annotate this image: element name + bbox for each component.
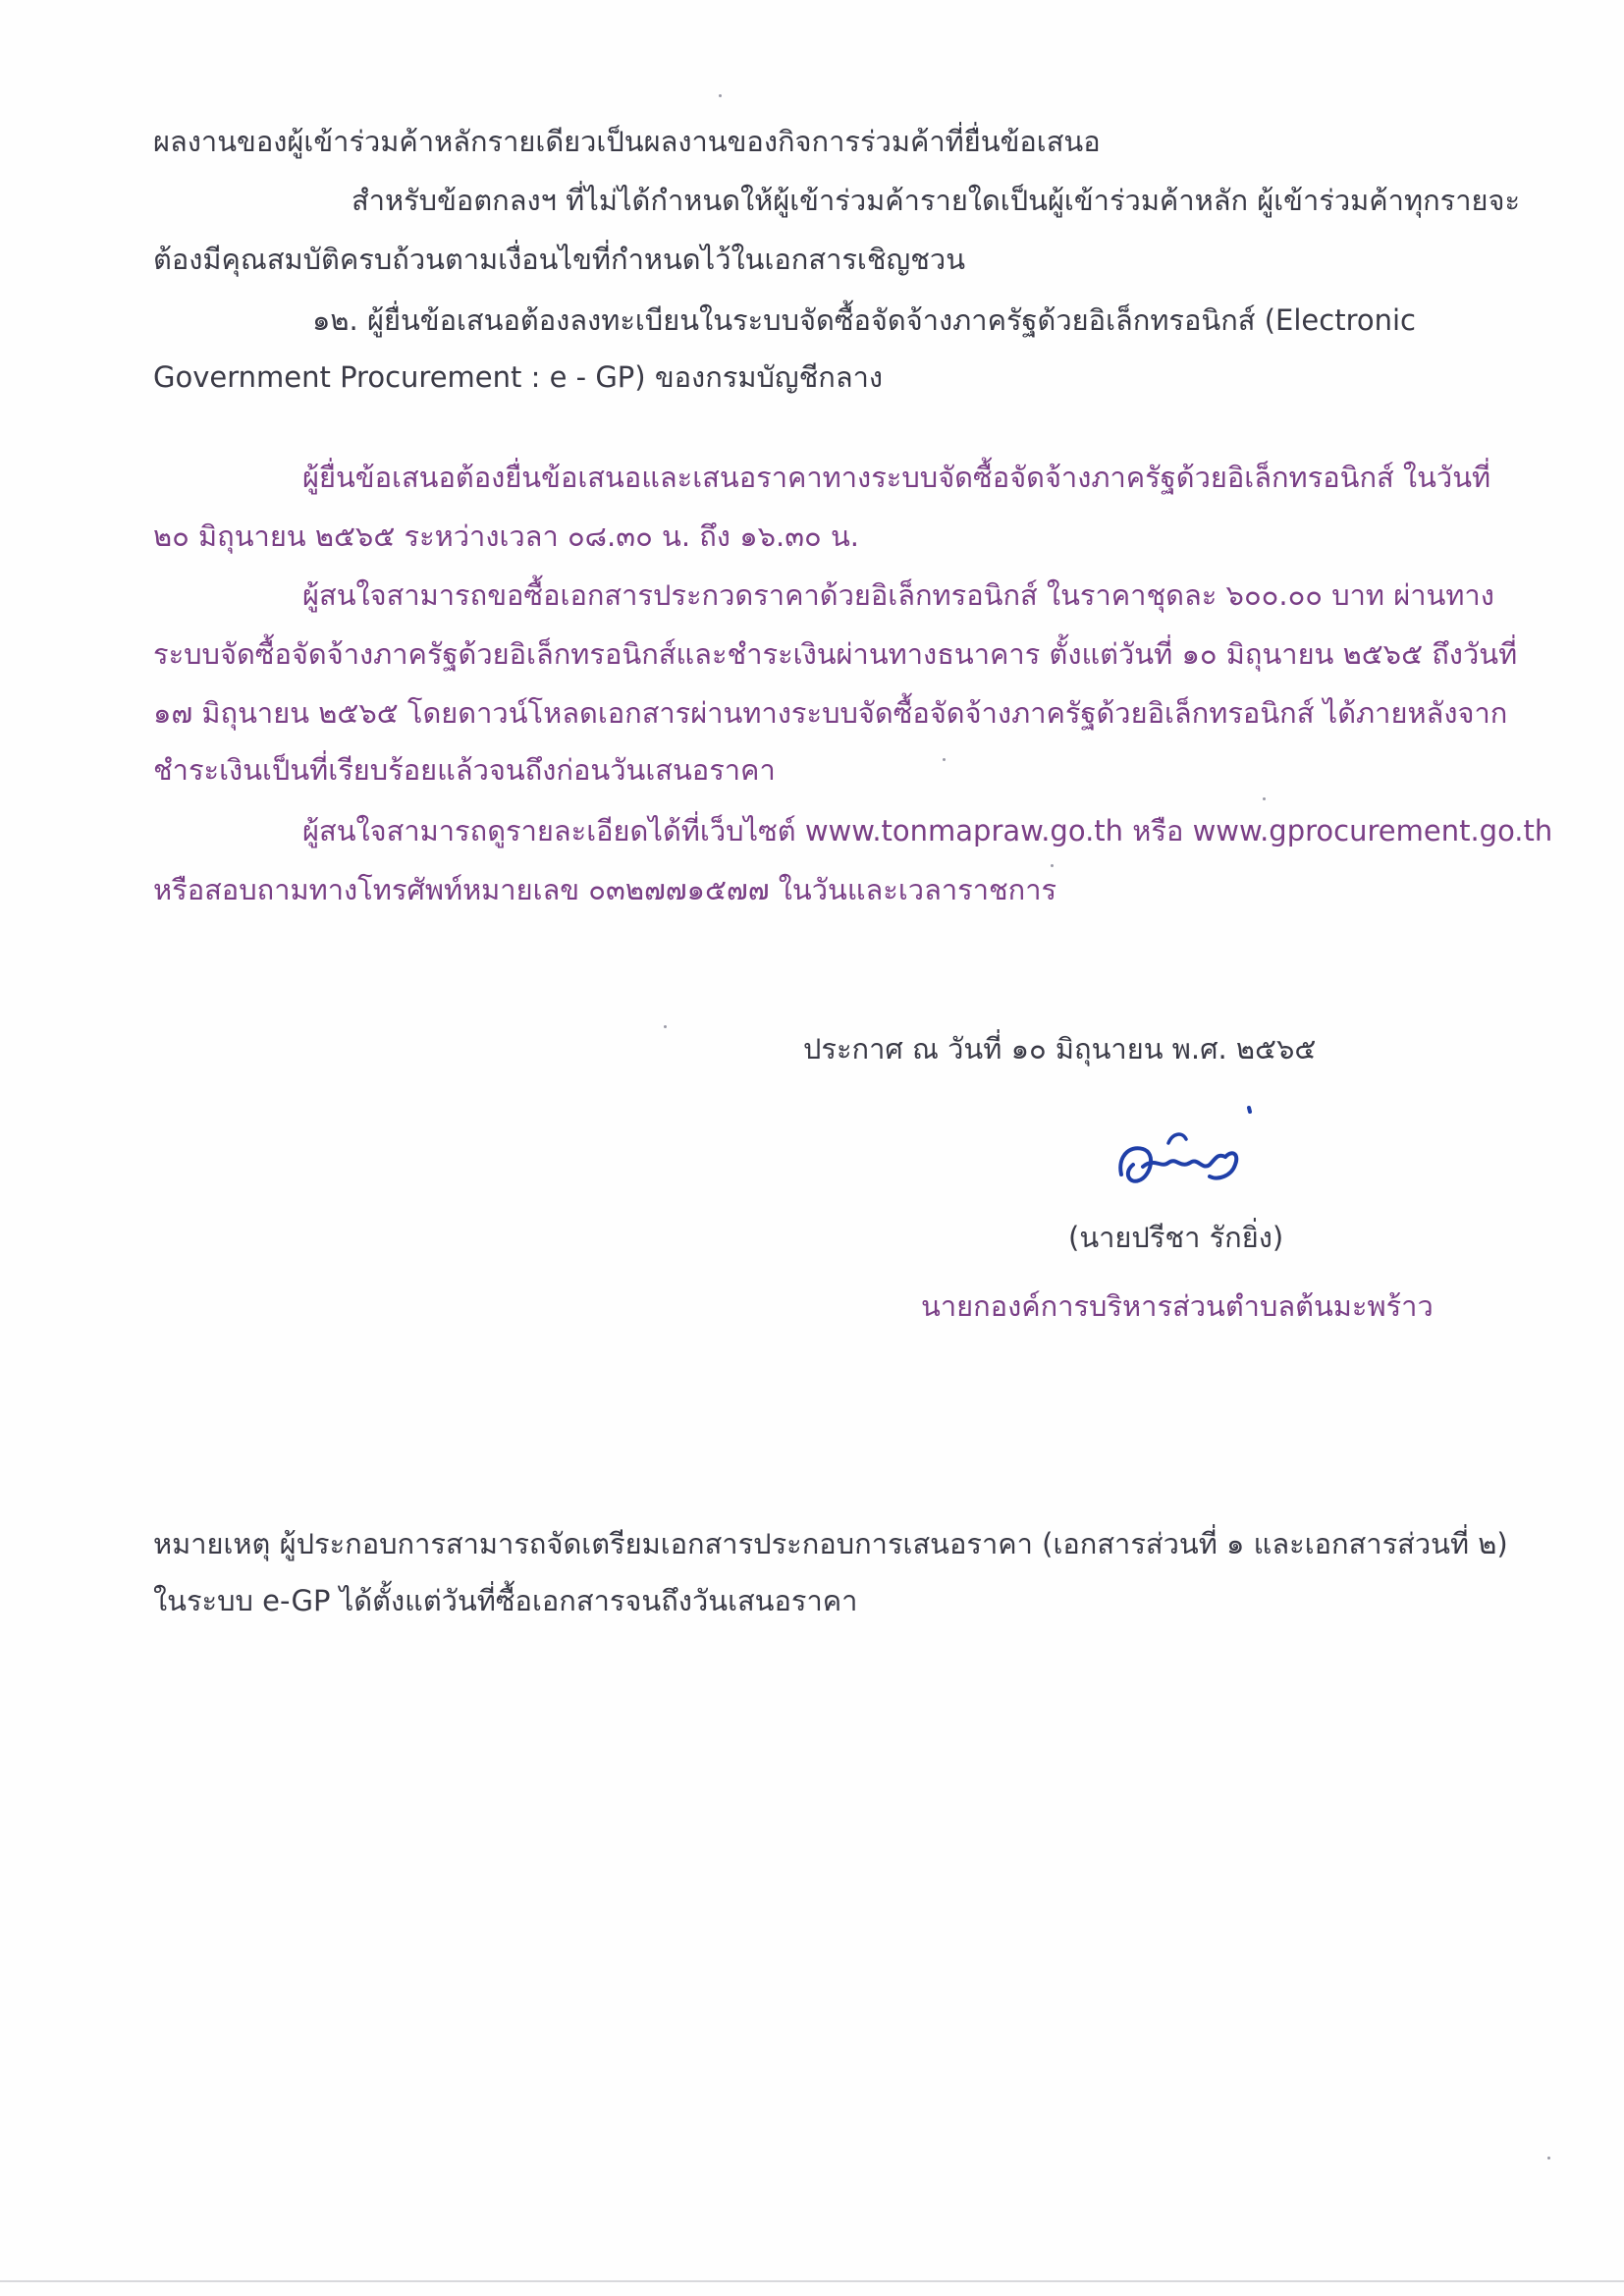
remark-line: ในระบบ e-GP ได้ตั้งแต่วันที่ซื้อเอกสารจนถึงวันเสนอราคา bbox=[153, 1584, 858, 1617]
text-line: Government Procurement : e - GP) ของกรมบัญชีกลาง bbox=[153, 360, 884, 394]
signature-icon bbox=[1100, 1098, 1296, 1206]
phone-line: หรือสอบถามทางโทรศัพท์หมายเลข ๐๓๒๗๗๑๕๗๗ ในวันและเวลาราชการ bbox=[153, 873, 1057, 906]
scan-speck bbox=[943, 758, 946, 761]
scan-speck bbox=[664, 1025, 667, 1028]
website-line: ผู้สนใจสามารถดูรายละเอียดได้ที่เว็บไซต์ www.tonmapraw.go.th หรือ www.gprocurement.go.th bbox=[302, 814, 1553, 847]
text-line: ผลงานของผู้เข้าร่วมค้าหลักรายเดียวเป็นผลงานของกิจการร่วมค้าที่ยื่นข้อเสนอ bbox=[153, 125, 1101, 158]
scan-speck bbox=[1547, 2157, 1550, 2159]
scan-speck bbox=[1051, 864, 1054, 867]
signature bbox=[1100, 1098, 1296, 1206]
remark-line: หมายเหตุ ผู้ประกอบการสามารถจัดเตรียมเอกสารประกอบการเสนอราคา (เอกสารส่วนที่ ๑ และเอกสารส่วนที่ ๒) bbox=[153, 1527, 1508, 1560]
announcement-date: ประกาศ ณ วันที่ ๑๐ มิถุนายน พ.ศ. ๒๕๖๕ bbox=[803, 1032, 1317, 1066]
scan-speck bbox=[719, 94, 722, 97]
text-line: สำหรับข้อตกลงฯ ที่ไม่ได้กำหนดให้ผู้เข้าร่วมค้ารายใดเป็นผู้เข้าร่วมค้าหลัก ผู้เข้าร่วมค้าทุกรายจะ bbox=[352, 184, 1521, 217]
clause-12-line: ๑๒. ผู้ยื่นข้อเสนอต้องลงทะเบียนในระบบจัดซื้อจัดจ้างภาครัฐด้วยอิเล็กทรอนิกส์ (Electronic bbox=[312, 303, 1416, 337]
submission-line: ผู้ยื่นข้อเสนอต้องยื่นข้อเสนอและเสนอราคาทางระบบจัดซื้อจัดจ้างภาครัฐด้วยอิเล็กทรอนิกส์ ในวันที่ bbox=[302, 461, 1491, 494]
submission-date-line: ๒๐ มิถุนายน ๒๕๖๕ ระหว่างเวลา ๐๘.๓๐ น. ถึง ๑๖.๓๐ น. bbox=[153, 519, 860, 553]
page-edge bbox=[0, 2280, 1624, 2282]
text-line: ต้องมีคุณสมบัติครบถ้วนตามเงื่อนไขที่กำหนดไว้ในเอกสารเชิญชวน bbox=[153, 243, 966, 276]
purchase-line: ระบบจัดซื้อจัดจ้างภาครัฐด้วยอิเล็กทรอนิกส์และชำระเงินผ่านทางธนาคาร ตั้งแต่วันที่ ๑๐ มิถุนายน ๒๕๖๕ ถึงวันที่ bbox=[153, 637, 1518, 671]
purchase-line: ผู้สนใจสามารถขอซื้อเอกสารประกวดราคาด้วยอิเล็กทรอนิกส์ ในราคาชุดละ ๖๐๐.๐๐ บาท ผ่านทาง bbox=[302, 578, 1494, 612]
signer-name: (นายปรีชา รักยิ่ง) bbox=[1068, 1221, 1284, 1254]
scan-speck bbox=[1263, 797, 1266, 800]
signer-title: นายกองค์การบริหารส่วนตำบลต้นมะพร้าว bbox=[921, 1289, 1434, 1323]
purchase-line: ๑๗ มิถุนายน ๒๕๖๕ โดยดาวน์โหลดเอกสารผ่านทางระบบจัดซื้อจัดจ้างภาครัฐด้วยอิเล็กทรอนิกส์ ได้ภายหลังจาก bbox=[153, 696, 1508, 730]
purchase-line: ชำระเงินเป็นที่เรียบร้อยแล้วจนถึงก่อนวันเสนอราคา bbox=[153, 753, 776, 787]
